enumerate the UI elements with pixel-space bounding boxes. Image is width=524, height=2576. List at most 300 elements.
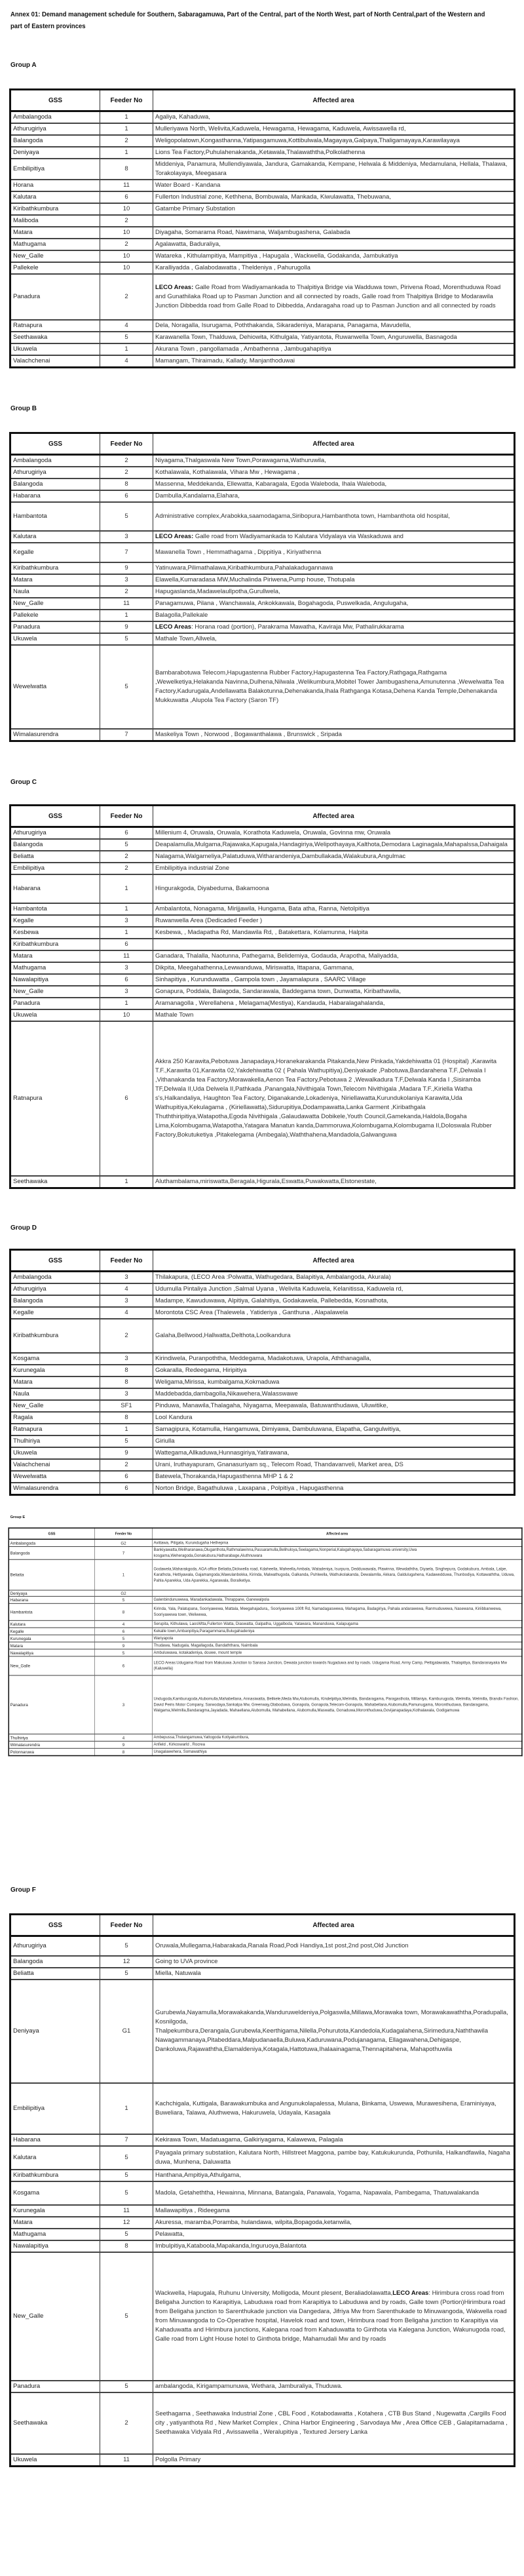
table-row — [10, 1400, 515, 1412]
feeder-number-cell: 1 — [100, 998, 153, 1009]
feeder-number-cell: 1 — [100, 874, 153, 903]
affected-area-cell — [153, 950, 515, 962]
feeder-number-cell: 2 — [100, 1319, 153, 1353]
affected-area-text: Norton Bridge, Bagathuluwa , Laxapana , Polpitiya , Hapugasthenna — [155, 1485, 344, 1492]
feeder-number-cell: 1 — [100, 123, 153, 135]
affected-area-cell — [153, 874, 515, 903]
gss-cell: Ambalangoda — [10, 1272, 100, 1284]
affected-area-text: Unagalawehera, Somawathiya — [153, 1749, 207, 1754]
affected-area-text: Millenium 4, Oruwala, Oruwala, Korathota Kaduwela, Oruwala, Govinna mw, Oruwala — [155, 829, 391, 836]
spacer — [0, 69, 524, 88]
affected-area-text: Pelawatta, — [155, 2230, 185, 2238]
feeder-number-cell: 3 — [100, 1388, 153, 1400]
affected-area-text: : Hirimbura cross road from Beligaha Junction to Karapitiya, Labuduwa road from Karapitiya to Labuduwa and by roads, Galle town (Portion)Hirimbura road from Beligaha junction to Sarenthukade junction via Dangedara, Jifriya Mw from Sarenthukade to Minuwangoda, Wakwella road from Minuwangoda to Co-Operative hospital, Havelok road and town, Hirimbura road from Beligaha junction to Karapitiya via Kahaduwatta and Hirimbura junctions, Kalegana road from Kahaduwatta to Ginthota via Kalegana Junction, Wakunugoda road, Galle road from Light House hotel to Ginthota bridge, Mahamudali Mw and by roads — [155, 2289, 507, 2343]
gss-cell: Balangoda — [10, 839, 100, 851]
group-title: Group B — [10, 405, 37, 412]
feeder-number-cell: 2 — [100, 1459, 153, 1471]
gss-cell: Athurugiriya — [10, 467, 100, 478]
table-row — [10, 320, 515, 332]
feeder-number-cell: 2 — [100, 239, 153, 250]
affected-area-cell — [153, 1590, 522, 1596]
affected-area-text: Samagipura, Kotamulla, Hangamuwa, Dimiyawa, Dambuluwana, Elapatha, Gangulwitiya, — [155, 1426, 401, 1433]
gss-cell: Kiribathkumbura — [10, 562, 100, 574]
table-row — [10, 2229, 515, 2240]
affected-area-text: Galle road from Wadiyamankada to Kalutara Vidyalaya via Waskaduwa and — [193, 533, 403, 540]
feeder-number-cell: 8 — [94, 1603, 152, 1620]
affected-area-cell — [153, 2083, 515, 2134]
feeder-number-cell: 3 — [100, 915, 153, 927]
table-row — [9, 1620, 522, 1628]
affected-area-text: Mamangam, Thiraimadu, Kallady, Manjanthoduwai — [155, 357, 295, 364]
affected-area-cell — [153, 1675, 522, 1734]
gss-cell: New_Galle — [10, 1400, 100, 1412]
affected-area-cell — [153, 1748, 522, 1755]
affected-area-cell — [153, 2134, 515, 2146]
table-row — [10, 950, 515, 962]
gss-cell: Ambalangoda — [9, 1539, 94, 1546]
table-row — [10, 939, 515, 950]
table-row — [9, 1590, 522, 1596]
spacer — [0, 786, 524, 804]
gss-cell: Embilipitiya — [10, 159, 100, 180]
affected-area-text: Aramanagolla , Werellahena , Melagama(Mestiya), Kandauda, Habaralagahalanda, — [155, 1000, 385, 1007]
spacer — [0, 1496, 524, 1515]
schedule-table — [9, 1249, 515, 1496]
feeder-number-cell: G2 — [94, 1590, 152, 1596]
feeder-number-cell: 5 — [100, 2170, 153, 2181]
table-row — [9, 1628, 522, 1635]
affected-area-text: Mulleriyawa North, Welivita,Kaduwela, Hewagama, Hewagama, Kaduwela, Awissawella rd, — [155, 125, 406, 132]
affected-area-cell — [153, 1539, 522, 1546]
gss-cell: Naula — [10, 586, 100, 598]
gss-cell: Matara — [10, 1376, 100, 1388]
table-row — [9, 1596, 522, 1603]
feeder-number-cell: 8 — [100, 1412, 153, 1424]
feeder-number-cell: 2 — [100, 851, 153, 863]
table-row — [10, 250, 515, 262]
gss-cell: Maliboda — [10, 215, 100, 227]
feeder-number-cell: 5 — [94, 1635, 152, 1642]
affected-area-text: Karalliyadda , Galabodawatta , Theldeniya , Pahurugolla — [155, 264, 310, 271]
affected-area-text: Madola, Getaheththa, Hewainna, Minnana, Batangala, Panawala, Yogama, Napawala, Pambegama, Thatuwalakanda — [155, 2189, 479, 2196]
gss-column-header: GSS — [10, 1250, 100, 1272]
table-row — [10, 1483, 515, 1495]
feeder-number-cell: 5 — [100, 332, 153, 343]
affected-area-text: Agaliya, Kahaduwa, — [155, 113, 210, 121]
affected-area-text: Aluthambalama,miriswatta,Beragala,Higurala,Eswatta,Puwakwatta,Elstonestate, — [155, 1178, 377, 1185]
gss-cell: Hambantota — [10, 502, 100, 531]
group-section-group-e — [0, 1496, 524, 1854]
feeder-number-cell: 3 — [100, 1295, 153, 1307]
table-header-row — [10, 433, 515, 455]
affected-area-text: Maddebadda,dambagolla,Nikawehera,Walasswawe — [155, 1390, 298, 1397]
gss-cell: Seethawaka — [10, 1176, 100, 1188]
gss-cell: Athurugiriya — [10, 827, 100, 840]
gss-cell: Kegalle — [10, 1307, 100, 1319]
affected-area-text: LECO Areas:Udugama Road from Makuluwa Junction to Sanasa Junction, Dewata junction towards Nugaduwa and by roads. Udugama Road, Army Camp, Pettigalawatta, Thalapitiya, Bandaranayaka Mw (Kaluwella) — [153, 1660, 507, 1671]
feeder-number-cell: 2 — [100, 863, 153, 874]
gss-cell: Ukuwela — [10, 2454, 100, 2467]
affected-area-cell — [153, 915, 515, 927]
affected-area-text: Niyagama,Thalgaswala New Town,Porawagama,Wathuruwila, — [155, 457, 326, 464]
affected-area-text: Seethagama , Seethawaka Industrial Zone , CBL Food , Kotabodawatta , Kotahera , CTB Bus Stand , Nugewatta ,Cargills Food city , yatiyanthota Rd , New Market Complex , China Harbor Engineering , Sarvodaya Mw , Area Office CEB , Galapitamadama , Seethawaka Vidyala Rd , Avissawella , Weralupitiya , Textured Jersery Lanka — [155, 2410, 508, 2436]
affected-area-text: Wattegama,Allkaduwa,Hunnasgiriya,Yatirawana, — [155, 1449, 290, 1456]
affected-area-cell — [153, 239, 515, 250]
gss-cell: Embilipitiya — [10, 863, 100, 874]
affected-area-cell — [153, 962, 515, 974]
gss-cell: Kiribathkumbura — [10, 1319, 100, 1353]
gss-cell: Kiribathkumbura — [10, 2170, 100, 2181]
feeder-number-cell: 2 — [100, 586, 153, 598]
affected-area-cell — [153, 1734, 522, 1742]
affected-area-text: ambalangoda, Kirigampamunuwa, Wethara, Jamburaliya, Thuduwa. — [155, 2382, 343, 2390]
affected-area-cell — [153, 2454, 515, 2467]
feeder-number-cell: 6 — [100, 490, 153, 502]
leco-areas-label: LECO Areas: — [155, 533, 194, 540]
affected-area-cell — [153, 502, 515, 531]
feeder-number-cell: 9 — [100, 621, 153, 633]
table-row — [10, 2252, 515, 2381]
table-row — [10, 1412, 515, 1424]
gss-cell: Polonnaruwa — [9, 1748, 94, 1755]
feeder-number-cell: 5 — [94, 1649, 152, 1656]
table-row — [10, 1353, 515, 1365]
affected-area-cell — [153, 159, 515, 180]
affected-area-cell — [153, 562, 515, 574]
feeder-number-cell: 10 — [100, 250, 153, 262]
feeder-number-cell: 11 — [100, 2205, 153, 2217]
table-row — [10, 962, 515, 974]
affected-area-text: Miella, Natuwala — [155, 1969, 201, 1977]
affected-area-text: Weligama,Mirissa, kumbalgama,Kokmaduwa — [155, 1378, 280, 1386]
affected-area-cell — [153, 332, 515, 343]
gss-cell: Kurunegala — [10, 2205, 100, 2217]
feeder-number-cell: 6 — [100, 1471, 153, 1483]
affected-area-text: Bambarabotuwa Telecom,Hapugastenna Rubber Factory,Hapugastenna Tea Factory,Rathgaga,Rathgama ,Wewelketiya,Helakanda Navinna,Dulhena,Nilwala ,Welikumbura,Mobitel Tower Jambugashena,Amunutenna ,Wewelwatta Tea Factory,Kadurugala,Andellawatta Balakotunna,Dehenakanda,Ihala Rathganga Kotasa,Dehena Kanda Temple,Dehenakanda Mukkuwatta ,Alupola Tea Factory (Saron TF) — [155, 669, 504, 704]
feeder-number-cell: 2 — [100, 215, 153, 227]
affected-area-text: Administrative complex,Arabokka,saamodagama,Siribopura,Hambanthota town, Hambanthota old hospital, — [155, 513, 450, 520]
affected-area-text: Dela, Noragalla, Isurugama, Poththakanda, Sikaradeniya, Marapana, Panagama, Mavudella, — [155, 322, 411, 329]
gss-cell: Embilipitiya — [10, 2083, 100, 2134]
feeder-number-cell: 5 — [100, 1936, 153, 1956]
table-row — [10, 1021, 515, 1176]
affected-area-cell — [153, 1424, 515, 1435]
table-header-row — [10, 1915, 515, 1936]
gss-cell: Wimalasurendra — [9, 1741, 94, 1748]
gss-cell: Nawalapitiya — [10, 2240, 100, 2252]
affected-area-cell — [153, 111, 515, 124]
table-row — [10, 598, 515, 610]
feeder-number-cell: 8 — [94, 1748, 152, 1755]
schedule-table — [9, 432, 515, 742]
table-row — [10, 729, 515, 741]
affected-area-text: Galle Road from Wadiyamankada to Thalpitiya Bridge via Wadduwa town, Pirivena Road, Morenthuduwa Road and Gunathilaka Road up to Pasman Junction and all connected by roads, Galle road from Thalpitiya Bridge to Modarawila Junction Dibbedda road from Galle Road to Dibbedda, Andaragaha road up to Pasman Junction and all connected by roads — [155, 284, 501, 309]
feeder-number-cell: 5 — [100, 502, 153, 531]
feeder-number-cell: 6 — [100, 191, 153, 203]
feeder-column-header: Feeder No — [100, 806, 153, 827]
affected-area-cell — [153, 2146, 515, 2170]
affected-area-cell — [153, 2229, 515, 2240]
feeder-number-cell: 8 — [100, 159, 153, 180]
table-row — [10, 1176, 515, 1188]
affected-area-text: Gurubewla,Nayamulla,Morawakakanda,Wanduruweldeniya,Polgaswila,Millawa,Morawaka town, Morawakawaththa,Poradupalla, Kosnilgoda, Thalpekumbura,Derangala,Gurubewla,Keerthigama,Nilella,Pohurutota,Kandedola,Kudagalahena,Sirimedura,Naththawila Nawagammanaya,Pitabeddara,Malpudanaella,Buluwa,Kaduruwana,Podujanagama, Ellagawahena,Dehigaspe, Dankoluwa,Rajawaththa,Elamaldeniya,Kotagala,Hattotuwa,Ihalaainagama,Thennapitahena, Mahapothuwila — [155, 2008, 508, 2053]
table-header-row — [10, 1250, 515, 1272]
table-row — [9, 1734, 522, 1742]
leco-areas-label: LECO Areas — [392, 2289, 429, 2297]
feeder-number-cell: 7 — [100, 2134, 153, 2146]
spacer — [0, 1519, 524, 1527]
table-row — [9, 1635, 522, 1642]
table-row — [10, 203, 515, 215]
affected-area-text: Nalagama,Walgameliya,Palatuduwa,Witharandeniya,Dambullakada,Walakubura,Angulmac — [155, 853, 406, 860]
affected-area-cell — [153, 250, 515, 262]
affected-area-text: Kachchigala, Kuttigala, Barawakumbuka and Angunukolapalessa, Mulana, Binkama, Uswewa, Murawesihena, Eraminiyaya, Buweliara, Talawa, Aluthwewa, Hakuruwela, Udayala, Kasagala — [155, 2099, 496, 2117]
affected-area-cell — [153, 191, 515, 203]
affected-area-cell — [153, 1547, 522, 1560]
feeder-number-cell: 2 — [100, 274, 153, 320]
gss-column-header: GSS — [10, 1915, 100, 1936]
affected-area-cell — [153, 490, 515, 502]
scaled-table-inner — [0, 1496, 524, 1756]
affected-area-cell — [153, 1656, 522, 1675]
feeder-number-cell: 1 — [100, 903, 153, 915]
affected-area-text: Weligopolatown,Kongasthanna,Yatipasgamuwa,Kottibulwala,Magayaya,Galpaya,Thaligamayaya,Karawilayaya — [155, 137, 460, 144]
affected-area-cell — [153, 455, 515, 467]
affected-area-text: Imbulpitiya,Kataboola,Mapakanda,Inguruoya,Balantota — [155, 2242, 307, 2250]
gss-cell: Ratnapura — [10, 1021, 100, 1176]
feeder-number-cell: 5 — [100, 2229, 153, 2240]
gss-cell: Panadura — [10, 621, 100, 633]
affected-area-text: Kothalawala, Kothalawala, Vihara Mw , Hewagama , — [155, 469, 300, 476]
affected-area-column-header: Affected area — [153, 1250, 515, 1272]
affected-area-text: Morontota CSC Area (Thalewela , Yatideriya , Ganthuna , Alapalawela — [155, 1309, 348, 1316]
feeder-number-cell: 2 — [100, 467, 153, 478]
table-row — [10, 1447, 515, 1459]
affected-area-cell — [153, 610, 515, 621]
affected-area-cell — [153, 147, 515, 159]
gss-cell: Panadura — [9, 1675, 94, 1734]
affected-area-text: Anfield , Kirkoswarld , Rocrea — [153, 1742, 205, 1747]
table-row — [10, 1968, 515, 1980]
gss-cell: Panadura — [10, 998, 100, 1009]
affected-area-column-header: Affected area — [153, 433, 515, 455]
feeder-number-cell: 1 — [100, 2083, 153, 2134]
affected-area-cell — [153, 1009, 515, 1021]
gss-cell: Panadura — [10, 274, 100, 320]
gss-cell: Ragala — [10, 1412, 100, 1424]
affected-area-cell — [153, 1400, 515, 1412]
affected-area-cell — [153, 1649, 522, 1656]
gss-cell: Nawalapitiya — [10, 974, 100, 986]
affected-area-text: Kekirawa Town, Madatuagama, Galkiriyagama, Kalawewa, Palagala — [155, 2136, 343, 2143]
table-row — [10, 1365, 515, 1376]
table-row — [10, 180, 515, 191]
gss-cell: Athurugiriya — [10, 1283, 100, 1295]
gss-cell: Matara — [10, 574, 100, 586]
feeder-column-header: Feeder No — [100, 90, 153, 111]
gss-cell: Kalutara — [10, 2146, 100, 2170]
affected-area-cell — [153, 939, 515, 950]
feeder-number-cell: 8 — [100, 1365, 153, 1376]
table-row — [10, 2170, 515, 2181]
affected-area-cell — [153, 1635, 522, 1642]
feeder-column-header: Feeder No — [100, 433, 153, 455]
feeder-number-cell: 9 — [100, 1447, 153, 1459]
feeder-number-cell: SF1 — [100, 1400, 153, 1412]
feeder-number-cell: 5 — [100, 2181, 153, 2205]
affected-area-text: : Horana road (portion), Parakrama Mawatha, Kaviraja Mw, Pathalirukkarama — [191, 623, 404, 631]
table-row — [10, 1009, 515, 1021]
gss-column-header: GSS — [10, 433, 100, 455]
feeder-number-cell: 10 — [100, 262, 153, 274]
spacer — [0, 1894, 524, 1913]
spacer — [0, 1189, 524, 1224]
feeder-column-header: Feeder No — [100, 1915, 153, 1936]
feeder-number-cell: 9 — [94, 1741, 152, 1748]
affected-area-cell — [153, 531, 515, 543]
affected-area-text: Akuressa, maramba,Poramba, hulandawa, wilpita,Bopagoda,ketanwila, — [155, 2218, 352, 2226]
group-section-group-f — [0, 1854, 524, 2467]
affected-area-text: Giriulla — [155, 1437, 175, 1445]
table-row — [10, 1936, 515, 1956]
affected-area-cell — [153, 1435, 515, 1447]
feeder-number-cell: 2 — [100, 455, 153, 467]
feeder-column-header: Feeder No — [94, 1528, 152, 1539]
affected-area-cell — [153, 2217, 515, 2229]
table-row — [10, 2205, 515, 2217]
affected-area-cell — [153, 927, 515, 939]
gss-cell: Ukuwela — [10, 1009, 100, 1021]
feeder-number-cell: 5 — [100, 633, 153, 645]
gss-cell: Kegalle — [10, 915, 100, 927]
affected-area-text: Galaha,Bellwood,Hallwatta,Delthota,Loolkandura — [155, 1332, 291, 1339]
gss-cell: Kiribathkumbura — [10, 203, 100, 215]
table-row — [10, 927, 515, 939]
feeder-number-cell: 5 — [100, 645, 153, 729]
gss-cell: Mathugama — [10, 2229, 100, 2240]
table-row — [10, 633, 515, 645]
feeder-column-header: Feeder No — [100, 1250, 153, 1272]
table-row — [10, 621, 515, 633]
group-title: Group A — [10, 62, 37, 69]
affected-area-column-header: Affected area — [153, 90, 515, 111]
feeder-number-cell: 4 — [100, 1283, 153, 1295]
gss-cell: Ratnapura — [10, 320, 100, 332]
table-row — [10, 1388, 515, 1400]
affected-area-cell — [153, 903, 515, 915]
table-row — [10, 111, 515, 124]
schedule-table — [9, 804, 515, 1189]
group-section-group-b — [0, 368, 524, 742]
affected-area-cell — [153, 1447, 515, 1459]
affected-area-cell — [153, 851, 515, 863]
gss-cell: Kegalle — [9, 1628, 94, 1635]
gss-cell: Kurunegala — [9, 1635, 94, 1642]
table-row — [10, 2181, 515, 2205]
feeder-number-cell: 3 — [100, 962, 153, 974]
affected-area-cell — [153, 1471, 515, 1483]
affected-area-text: Godawela,Waharakgoda, AGA office Beliatta,Dickwella road, Kdaheella, Maheella,Ambala, Watadeniya, Isurpura, Dedduwawala, Plawinna, Wewdaththa, Diyaela, Singhepura, Godakubura, Ambala, Lalpe, Karathota, Hettiyawala, Gajamangoda,Wawulanbokka, Kirinda, Malwathugoda, Galkanda, Puhlwella, Wathukolakanda, Dewalamlla, Akkara, Galdulugahena, Kadawedduwa, Thunbodiya, Kottawaththa, Uduwa, Pahla Aparekka, Uda Aparekka, Agarawala, Boralketiya. — [153, 1567, 515, 1583]
feeder-number-cell: 11 — [100, 180, 153, 191]
feeder-number-cell: 1 — [100, 343, 153, 355]
table-row — [9, 1748, 522, 1755]
gss-cell: Kegalle — [10, 543, 100, 562]
affected-area-cell — [153, 1021, 515, 1176]
affected-area-text: Galenbindunuwewa, Maradankadawala, Thirappane, Ganewalpola — [153, 1597, 269, 1602]
gss-cell: Balangoda — [10, 1295, 100, 1307]
gss-cell: Ratnapura — [10, 1424, 100, 1435]
table-row — [10, 355, 515, 368]
affected-area-cell — [153, 543, 515, 562]
gss-cell: Matara — [10, 227, 100, 239]
table-row — [10, 874, 515, 903]
affected-area-text: Serupita, Kithulawa, LaosWtta,Fullerton Watta, Diaswatta, Galpatha, Uggalboda, Yatawara, Mananduwa, Kalapugama — [153, 1622, 358, 1626]
gss-cell: Wewelwatta — [10, 1471, 100, 1483]
table-row — [10, 574, 515, 586]
affected-area-column-header: Affected area — [153, 1528, 522, 1539]
spacer — [0, 412, 524, 432]
table-row — [10, 1319, 515, 1353]
feeder-number-cell: 2 — [100, 135, 153, 147]
table-row — [10, 490, 515, 502]
affected-area-text: Thilakapura, (LECO Area :Polwatta, Wathugedara, Balapitiya, Ambalangoda, Akurala) — [155, 1274, 391, 1281]
gss-cell: Balangoda — [10, 1956, 100, 1968]
table-row — [10, 123, 515, 135]
affected-area-cell — [153, 729, 515, 741]
feeder-number-cell: 12 — [100, 1956, 153, 1968]
affected-area-text: Ganadara, Thalalla, Naotunna, Pathegama, Belidemiya, Godauda, Arapotha, Maliyadda, — [155, 952, 399, 960]
affected-area-cell — [153, 827, 515, 840]
gss-cell: Balangoda — [9, 1547, 94, 1560]
affected-area-text: Gokaralla, Redeegama, Hiripitiya — [155, 1367, 247, 1374]
feeder-number-cell: 8 — [100, 1376, 153, 1388]
affected-area-text: Pinduwa, Manawila,Thalagaha, Niyagama, Meepawala, Batuwanthudawa, Uluwitike, — [155, 1402, 388, 1409]
table-row — [10, 343, 515, 355]
feeder-number-cell: 11 — [100, 2454, 153, 2467]
affected-area-text: Urani, Iruthayapuram, Gnanasuriyam sq., Telecom Road, Thandavanveli, Market area, DS — [155, 1461, 403, 1468]
gss-cell: Wewelwatta — [10, 645, 100, 729]
affected-area-cell — [153, 2240, 515, 2252]
feeder-number-cell: 3 — [100, 1353, 153, 1365]
table-row — [10, 974, 515, 986]
gss-cell: Ambalangoda — [10, 455, 100, 467]
gss-cell: Ukuwela — [10, 1447, 100, 1459]
affected-area-text: Ambalantota, Nonagama, Mirijjawila, Hungama, Bata atha, Ranna, Netolpitiya — [155, 905, 369, 912]
affected-area-cell — [153, 2392, 515, 2454]
feeder-number-cell: 9 — [94, 1642, 152, 1649]
gss-cell: Kiribathkumbura — [10, 939, 100, 950]
affected-area-cell — [153, 1319, 515, 1353]
gss-cell: Beliatta — [9, 1559, 94, 1590]
affected-area-cell — [153, 215, 515, 227]
table-row — [10, 227, 515, 239]
table-row — [10, 827, 515, 840]
feeder-number-cell: G1 — [100, 1980, 153, 2083]
affected-area-text: Dambulla,Kandalama,Elahara, — [155, 492, 240, 499]
group-section-group-d — [0, 1189, 524, 1496]
table-row — [10, 531, 515, 543]
gss-cell: Ambalangoda — [10, 111, 100, 124]
affected-area-cell — [153, 1956, 515, 1968]
feeder-number-cell: 10 — [100, 227, 153, 239]
feeder-number-cell: 1 — [100, 147, 153, 159]
gss-cell: Matara — [9, 1642, 94, 1649]
affected-area-cell — [153, 1459, 515, 1471]
affected-area-text: Water Board - Kandana — [155, 182, 221, 189]
gss-cell: Kalutara — [10, 531, 100, 543]
feeder-number-cell: 2 — [100, 2392, 153, 2454]
table-row — [9, 1675, 522, 1734]
